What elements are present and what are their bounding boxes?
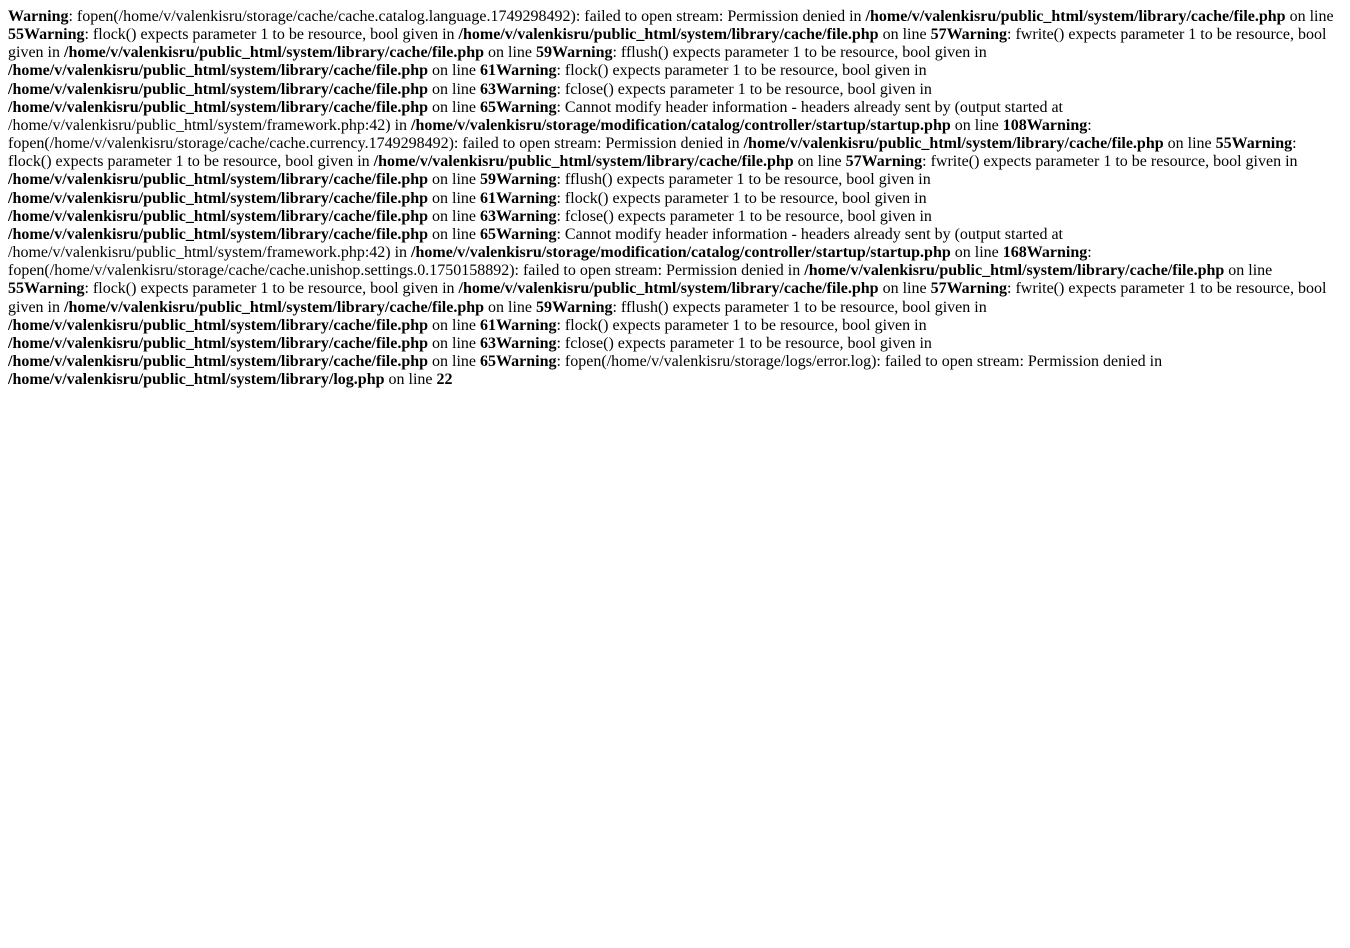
warning-label: Warning [496, 334, 557, 352]
warning-label: Warning [496, 80, 557, 98]
warning-line-number: 55 [8, 26, 24, 44]
warning-line-number: 168 [1002, 244, 1027, 262]
warning-message: : flock() expects parameter 1 to be resource, bool given in [84, 26, 459, 44]
warning-file-path: /home/v/valenkisru/public_html/system/library/cache/file.php [8, 62, 429, 80]
warning-label: Warning [1026, 244, 1088, 262]
warning-on-line-text: on line [950, 244, 1003, 262]
warning-on-line-text: on line [428, 316, 481, 334]
warning-label: Warning [496, 171, 557, 189]
warning-file-path: /home/v/valenkisru/public_html/system/library/cache/file.php [8, 171, 429, 189]
warning-line-number: 108 [1002, 116, 1027, 134]
warning-on-line-text: on line [428, 189, 481, 207]
warning-message: : fclose() expects parameter 1 to be resource, bool given in [556, 207, 932, 225]
warning-line-number: 61 [480, 62, 497, 80]
warning-line-number: 57 [930, 26, 947, 44]
warning-label: Warning [24, 26, 85, 44]
warning-label: Warning [1026, 116, 1088, 134]
warning-label: Warning [496, 207, 557, 225]
warning-message: : fclose() expects parameter 1 to be resource, bool given in [556, 334, 932, 352]
warning-file-path: /home/v/valenkisru/storage/modification/catalog/controller/startup/startup.php [411, 116, 951, 134]
warning-line-number: 57 [845, 153, 862, 171]
warning-file-path: /home/v/valenkisru/public_html/system/library/cache/file.php [8, 207, 429, 225]
warning-on-line-text: on line [428, 207, 481, 225]
warning-message: : fwrite() expects parameter 1 to be resource, bool given in [922, 153, 1298, 171]
warning-message: : fopen(/home/v/valenkisru/storage/cache/cache.catalog.language.1749298492): failed to open stream: Permission denied in [68, 8, 866, 25]
warning-label: Warning [861, 153, 923, 171]
warning-message: : flock() expects parameter 1 to be resource, bool given in [556, 62, 927, 80]
warning-message: : fclose() expects parameter 1 to be resource, bool given in [556, 80, 932, 98]
warning-line-number: 55 [8, 280, 24, 298]
warning-message: : flock() expects parameter 1 to be resource, bool given in [8, 135, 1297, 171]
warning-label: Warning [496, 98, 557, 116]
warning-message: : fflush() expects parameter 1 to be resource, bool given in [556, 171, 931, 189]
warning-on-line-text: on line [793, 153, 846, 171]
warning-file-path: /home/v/valenkisru/public_html/system/library/cache/file.php [804, 262, 1225, 280]
warning-on-line-text: on line [1163, 135, 1216, 153]
warning-line-number: 57 [930, 280, 947, 298]
warning-line-number: 63 [480, 80, 497, 98]
warning-on-line-text: on line [484, 298, 537, 316]
warning-on-line-text: on line [1224, 262, 1273, 280]
warning-on-line-text: on line [950, 116, 1003, 134]
warning-on-line-text: on line [428, 171, 481, 189]
warning-label: Warning [946, 26, 1008, 44]
warning-message: : fwrite() expects parameter 1 to be resource, bool given in [8, 26, 1327, 62]
warning-on-line-text: on line [428, 80, 481, 98]
warning-label: Warning [8, 8, 69, 25]
warning-label: Warning [496, 62, 557, 80]
warning-line-number: 65 [480, 98, 497, 116]
warning-file-path: /home/v/valenkisru/public_html/system/library/cache/file.php [8, 334, 429, 352]
php-warning-output [8, 8, 1342, 389]
warning-label: Warning [946, 280, 1008, 298]
warning-message: : fflush() expects parameter 1 to be resource, bool given in [612, 298, 987, 316]
warning-message: : fopen(/home/v/valenkisru/storage/logs/error.log): failed to open stream: Permission denied in [556, 352, 1163, 370]
warning-line-number: 55 [1215, 135, 1232, 153]
warning-line-number: 59 [536, 44, 553, 62]
warning-line-number: 63 [480, 334, 497, 352]
warning-on-line-text: on line [428, 334, 481, 352]
warning-label: Warning [496, 189, 557, 207]
warning-file-path: /home/v/valenkisru/public_html/system/library/cache/file.php [8, 98, 429, 116]
warning-message: : fopen(/home/v/valenkisru/storage/cache/cache.currency.1749298492): failed to open stream: Permission denied in [8, 116, 1092, 153]
warning-on-line-text: on line [878, 26, 931, 44]
warning-on-line-text: on line [384, 371, 437, 389]
warning-label: Warning [496, 225, 557, 243]
warning-file-path: /home/v/valenkisru/public_html/system/library/cache/file.php [64, 298, 485, 316]
warning-line-number: 65 [480, 225, 497, 243]
warning-on-line-text: on line [428, 62, 481, 80]
warning-label: Warning [552, 44, 613, 62]
warning-file-path: /home/v/valenkisru/public_html/system/library/cache/file.php [8, 80, 429, 98]
warning-line-number: 61 [480, 189, 497, 207]
warning-on-line-text: on line [428, 352, 481, 370]
warning-file-path: /home/v/valenkisru/public_html/system/library/cache/file.php [8, 225, 429, 243]
warning-label: Warning [1231, 135, 1293, 153]
warning-file-path: /home/v/valenkisru/storage/modification/catalog/controller/startup/startup.php [411, 244, 951, 262]
warning-line-number: 59 [480, 171, 497, 189]
warning-line-number: 63 [480, 207, 497, 225]
warning-message: : flock() expects parameter 1 to be resource, bool given in [556, 189, 927, 207]
warning-message: : fwrite() expects parameter 1 to be resource, bool given in [8, 280, 1327, 316]
warning-on-line-text: on line [484, 44, 537, 62]
warning-message: : fopen(/home/v/valenkisru/storage/cache/cache.unishop.settings.0.1750158892): failed to open stream: Permission denied in [8, 244, 1092, 280]
warning-on-line-text: on line [1285, 8, 1334, 25]
warning-on-line-text: on line [428, 98, 481, 116]
warning-on-line-text: on line [428, 225, 481, 243]
warning-line-number: 61 [480, 316, 497, 334]
warning-line-number: 22 [436, 371, 453, 389]
warning-file-path: /home/v/valenkisru/public_html/system/library/cache/file.php [458, 26, 879, 44]
warning-file-path: /home/v/valenkisru/public_html/system/library/cache/file.php [458, 280, 879, 298]
warning-file-path: /home/v/valenkisru/public_html/system/library/log.php [8, 371, 385, 389]
warning-file-path: /home/v/valenkisru/public_html/system/library/cache/file.php [8, 316, 429, 334]
warning-label: Warning [552, 298, 613, 316]
warning-message: : flock() expects parameter 1 to be resource, bool given in [84, 280, 459, 298]
warning-message: : Cannot modify header information - headers already sent by (output started at /home/v/valenkisru/public_html/system/framework.php:42) in [8, 98, 1063, 134]
warning-message: : flock() expects parameter 1 to be resource, bool given in [556, 316, 927, 334]
warning-line-number: 65 [480, 352, 497, 370]
warning-file-path: /home/v/valenkisru/public_html/system/library/cache/file.php [373, 153, 794, 171]
warning-label: Warning [496, 352, 557, 370]
warning-file-path: /home/v/valenkisru/public_html/system/library/cache/file.php [865, 8, 1286, 25]
warning-file-path: /home/v/valenkisru/public_html/system/library/cache/file.php [64, 44, 485, 62]
warning-message: : Cannot modify header information - headers already sent by (output started at /home/v/valenkisru/public_html/system/framework.php:42) in [8, 225, 1063, 262]
warning-file-path: /home/v/valenkisru/public_html/system/library/cache/file.php [743, 135, 1164, 153]
warning-label: Warning [24, 280, 85, 298]
warning-on-line-text: on line [878, 280, 931, 298]
warning-label: Warning [496, 316, 557, 334]
warning-file-path: /home/v/valenkisru/public_html/system/library/cache/file.php [8, 189, 429, 207]
warning-message: : fflush() expects parameter 1 to be resource, bool given in [612, 44, 987, 62]
warning-line-number: 59 [536, 298, 553, 316]
warning-file-path: /home/v/valenkisru/public_html/system/library/cache/file.php [8, 352, 429, 370]
